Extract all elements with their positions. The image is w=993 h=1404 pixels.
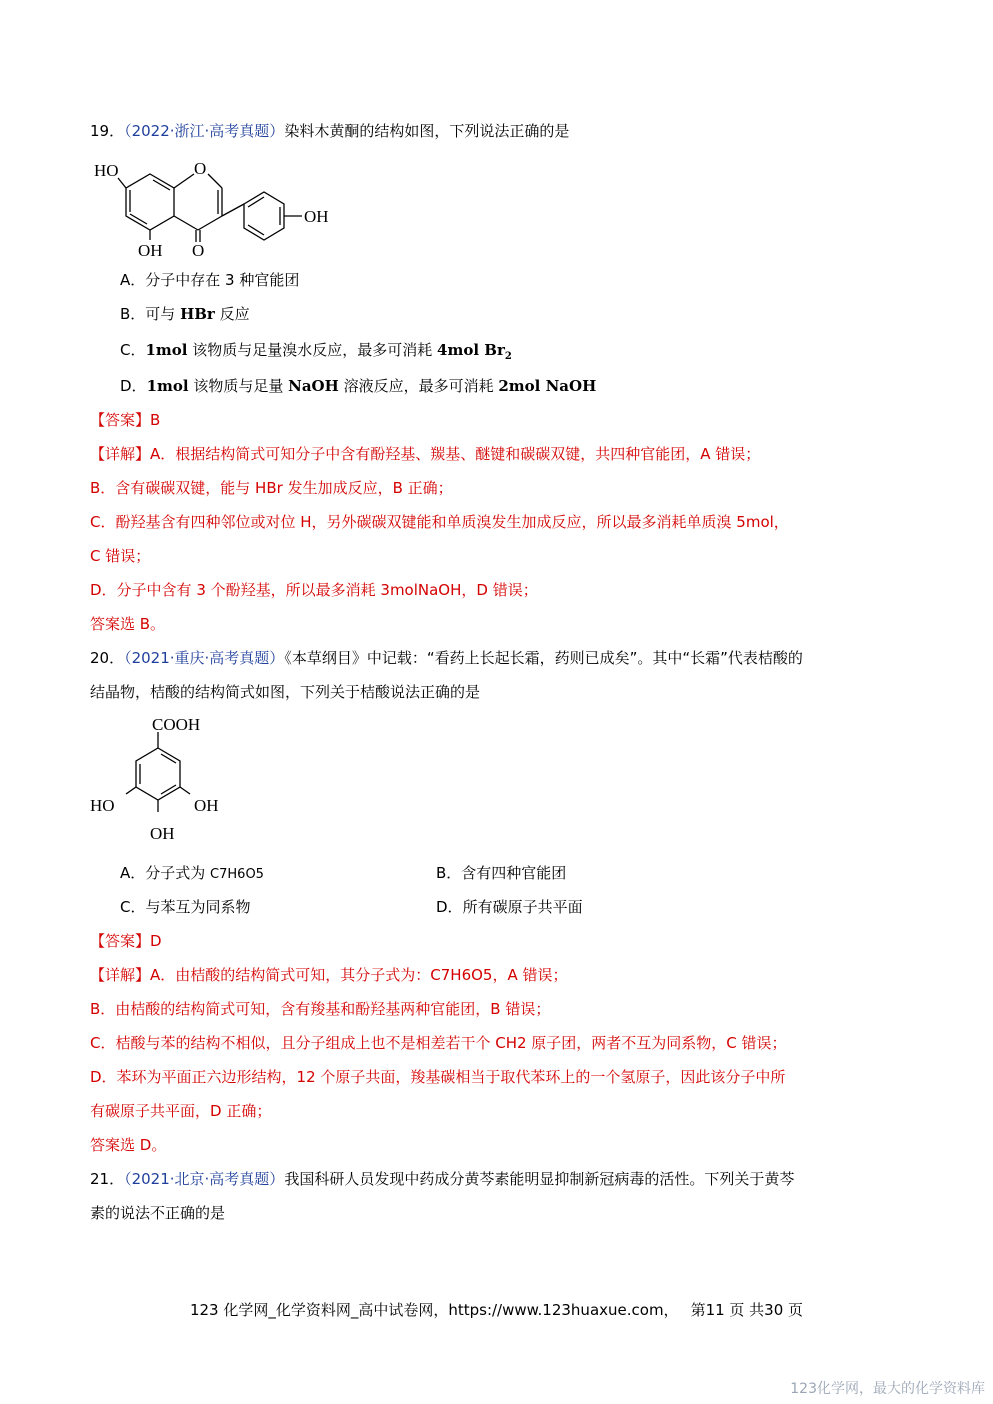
q19-number: 19． [90, 122, 125, 140]
q19-option-c-text: 该物质与足量溴水反应，最多可消耗 [187, 341, 438, 359]
q20-option-c-label: C． [120, 898, 146, 916]
q20-detail-line-5: 有碳原子共平面，D 正确； [90, 1102, 272, 1120]
q19-option-c-label: C． [120, 341, 146, 359]
q20-detail-line-6: 答案选 D。 [90, 1136, 167, 1154]
q19-option-d-label: D． [120, 377, 147, 395]
q20-option-a [120, 863, 264, 885]
footer-page-number: 第11 页 共30 页 [690, 1301, 804, 1319]
q19-option-d-amount: 1mol [146, 377, 189, 395]
q19-detail-text-1: A．根据结构简式可知分子中含有酚羟基、羰基、醚键和碳碳双键，共四种官能团，A 错误； [150, 445, 761, 463]
q19-stem-text: 染料木黄酮的结构如图，下列说法正确的是 [284, 122, 570, 140]
q19-oh-right-label: OH [304, 207, 329, 226]
q20-stem-text: 《本草纲目》中记载：“看药上长起长霜，药则已成矣”。其中“长霜”代表桔酸的 [284, 649, 803, 667]
q20-option-d [436, 897, 583, 917]
q19-option-b-hbr: HBr [180, 305, 215, 323]
q20-option-b [436, 863, 566, 883]
q20-detail-line-3: C．桔酸与苯的结构不相似，且分子组成上也不是相差若干个 CH2 原子团，两者不互为同系物，C 错误； [90, 1034, 787, 1052]
q19-option-c-subscript: 2 [504, 351, 512, 362]
q20-option-b-label: B． [436, 864, 462, 882]
q20-source: （2021·重庆·高考真题） [124, 649, 285, 667]
q19-answer [90, 410, 160, 430]
q21-source: （2021·北京·高考真题） [124, 1170, 285, 1188]
q19-detail-label: 【详解】 [90, 445, 151, 463]
q20-option-a-formula: C7H6O5 [210, 867, 264, 882]
q19-option-d-result: 2mol NaOH [498, 377, 597, 395]
q20-stem-line-2: 结晶物，桔酸的结构简式如图，下列关于桔酸说法正确的是 [90, 683, 481, 701]
q19-detail-line-6: 答案选 B。 [90, 615, 166, 633]
q20-structure [88, 712, 238, 847]
q20-option-a-text: 分子式为 [145, 864, 211, 882]
q21-stem-line-2: 素的说法不正确的是 [90, 1204, 226, 1222]
q19-detail-line-4: C 错误； [90, 547, 151, 565]
q19-option-c-reagent: 4mol Br [437, 341, 505, 359]
q19-detail-line-2: B．含有碳碳双键，能与 HBr 发生加成反应，B 正确； [90, 479, 453, 497]
q20-answer-label: 【答案】 [90, 932, 151, 950]
q20-oh-right-label: OH [194, 796, 219, 815]
q20-stem-line-1 [90, 648, 803, 668]
q19-option-a [120, 270, 299, 290]
q20-option-d-text: 所有碳原子共平面 [462, 898, 583, 916]
q19-ho-left-label: HO [94, 161, 119, 180]
q20-answer [90, 931, 162, 951]
q19-detail-line-5: D．分子中含有 3 个酚羟基，所以最多消耗 3molNaOH，D 错误； [90, 581, 538, 599]
q19-option-b-pre: 可与 [145, 305, 181, 323]
q19-option-b-post: 反应 [214, 305, 250, 323]
q19-structure [92, 152, 352, 262]
q19-option-b-label: B． [120, 305, 146, 323]
q19-option-c-amount: 1mol [145, 341, 188, 359]
q20-detail-line-4: D．苯环为平面正六边形结构，12 个原子共面，羧基碳相当于取代苯环上的一个氢原子，因此该分子中所 [90, 1068, 786, 1086]
q19-answer-label: 【答案】 [90, 411, 151, 429]
watermark: 123化学网，最大的化学资料库 [790, 1381, 985, 1397]
q20-option-c [120, 897, 251, 917]
q19-option-d-text1: 该物质与足量 [188, 377, 289, 395]
q20-option-d-label: D． [436, 898, 463, 916]
q19-stem [90, 121, 569, 141]
q19-ring-oxygen-label: O [194, 159, 207, 178]
q19-detail-line-1 [90, 444, 760, 464]
q21-number: 21． [90, 1170, 125, 1188]
q19-option-c [120, 340, 512, 367]
q19-option-a-text: 分子中存在 3 种官能团 [145, 271, 300, 289]
q20-cooh-label: COOH [152, 715, 201, 734]
q19-source: （2022·浙江·高考真题） [124, 122, 285, 140]
q20-detail-line-2: B．由桔酸的结构简式可知，含有羧基和酚羟基两种官能团，B 错误； [90, 1000, 551, 1018]
footer-site-text: 123 化学网_化学资料网_高中试卷网，https://www.123huaxue.com， [189, 1301, 679, 1319]
q20-answer-value: D [150, 932, 162, 950]
page-footer [0, 1300, 993, 1320]
q21-stem-text: 我国科研人员发现中药成分黄芩素能明显抑制新冠病毒的活性。下列关于黄芩 [284, 1170, 795, 1188]
q20-option-b-text: 含有四种官能团 [461, 864, 567, 882]
q19-option-d-text2: 溶液反应，最多可消耗 [338, 377, 499, 395]
q20-detail-text-1: A．由桔酸的结构简式可知，其分子式为：C7H6O5，A 错误； [150, 966, 568, 984]
q20-number: 20． [90, 649, 125, 667]
q19-option-a-label: A． [120, 271, 146, 289]
q19-detail-line-3: C．酚羟基含有四种邻位或对位 H，另外碳碳双键能和单质溴发生加成反应，所以最多消耗单质溴 5mol， [90, 513, 789, 531]
q19-answer-value: B [150, 411, 161, 429]
q20-option-c-text: 与苯互为同系物 [145, 898, 251, 916]
q19-option-b [120, 304, 250, 324]
q20-oh-bottom-label: OH [150, 824, 175, 843]
q19-oh-bottom-label: OH [138, 241, 163, 260]
q21-stem-line-1 [90, 1169, 794, 1189]
q19-option-d-naoh: NaOH [288, 377, 339, 395]
q19-carbonyl-oxygen-label: O [192, 241, 205, 260]
q20-detail-line-1 [90, 965, 568, 985]
q19-option-d [120, 376, 596, 396]
q20-detail-label: 【详解】 [90, 966, 151, 984]
q20-option-a-label: A． [120, 864, 146, 882]
q20-ho-left-label: HO [90, 796, 115, 815]
